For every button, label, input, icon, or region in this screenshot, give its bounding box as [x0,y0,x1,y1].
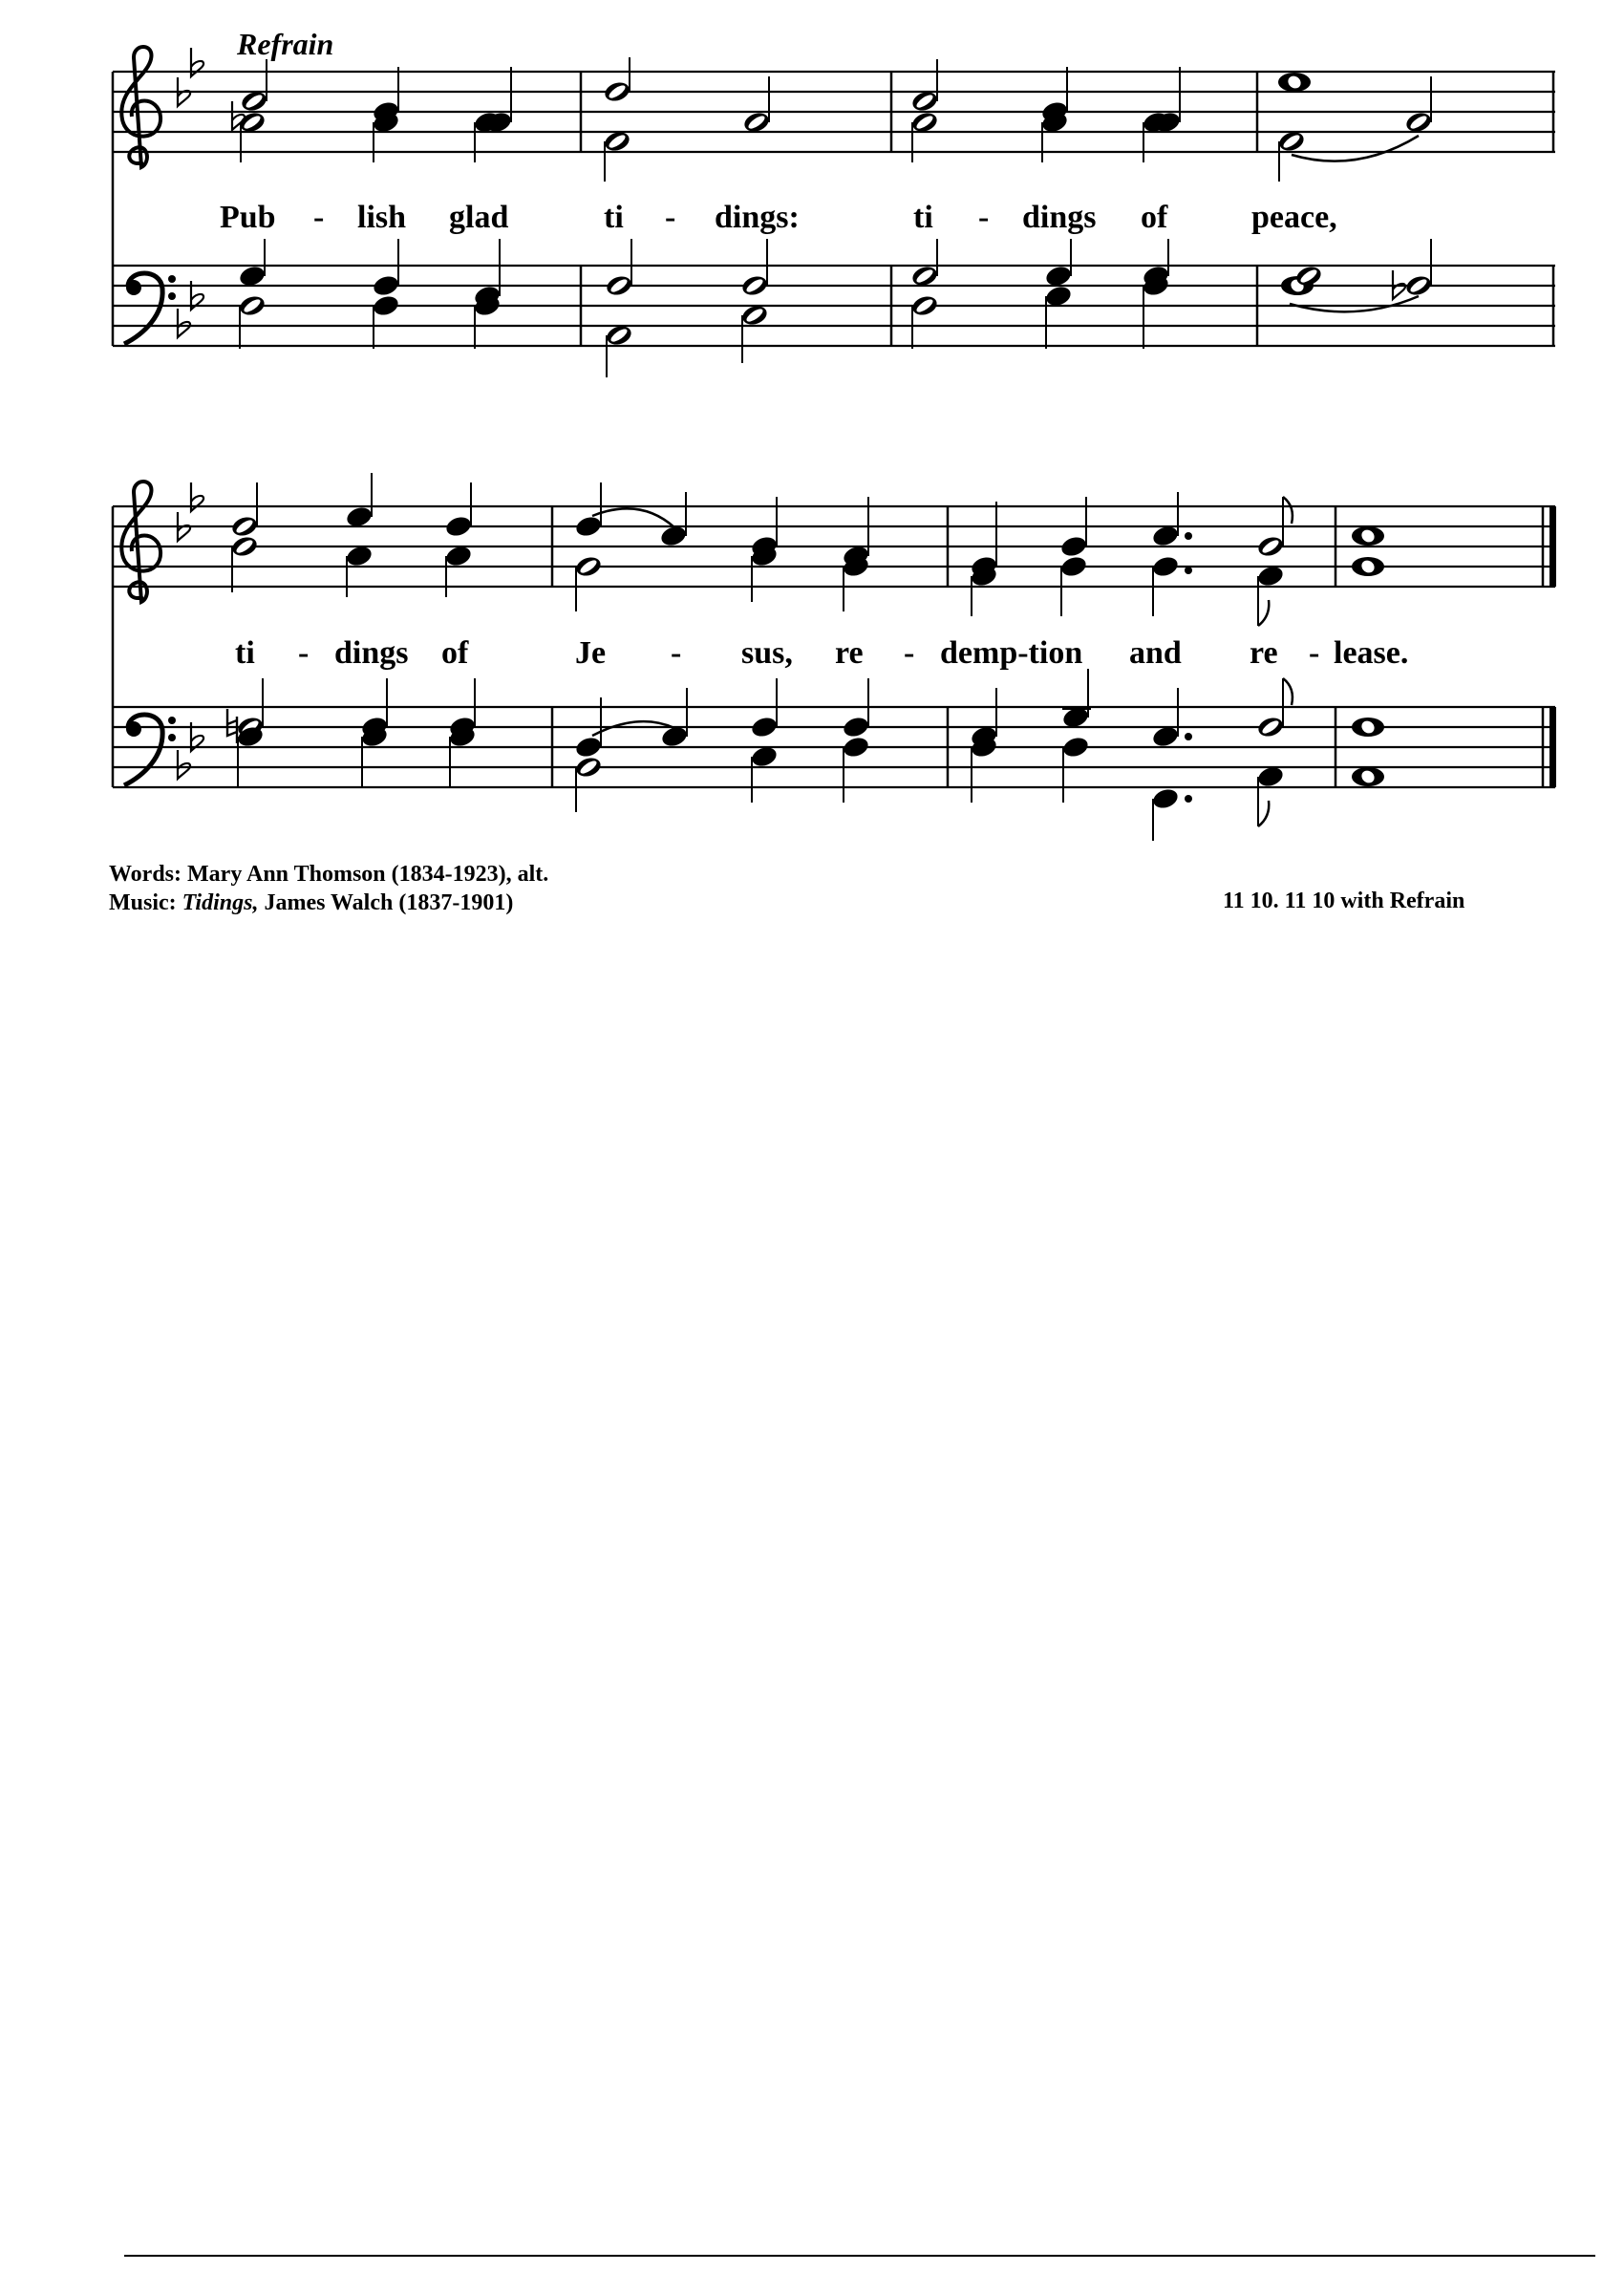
lyric-syllable: of [441,635,469,671]
music-credit [109,889,548,917]
lyric-syllable: ti [913,200,933,235]
lyric-syllable: of [1141,200,1168,235]
bass-notes-s2 [227,669,1384,841]
meter-label: 11 10. 11 10 with Refrain [1223,889,1465,913]
lyric-hyphen: - [1309,635,1320,671]
lyrics-line-2 [235,635,1408,671]
lyric-syllable: re [835,635,864,671]
treble-notes-m2 [603,57,772,182]
system-1 [113,47,1555,377]
lyric-syllable: and [1129,635,1182,671]
lyric-syllable: lish [357,200,407,235]
footer-rule [124,2255,1595,2257]
tune-name: Tidings, [182,890,259,915]
lyric-hyphen: - [298,635,310,671]
lyric-hyphen: - [904,635,915,671]
lyric-syllable: glad [449,200,509,235]
lyrics-line-1 [220,200,1337,235]
treble-clef-icon [121,47,160,167]
treble-staff-1 [113,72,1555,152]
lyric-hyphen: - [313,200,325,235]
lyric-syllable: ti [235,635,255,671]
lyric-syllable: Pub [220,200,276,235]
lyric-syllable: ti [604,200,624,235]
lyric-hyphen: - [978,200,990,235]
lyric-syllable: dings: [715,200,800,235]
treble-notes-m4 [1277,73,1434,182]
bass-notes-m1 [238,239,502,349]
system-2 [113,473,1556,841]
words-label: Words: [109,862,182,887]
bass-clef-icon [124,273,176,344]
words-text: Mary Ann Thomson (1834-1923), alt. [187,862,549,887]
music-text: James Walch (1837-1901) [264,890,514,915]
bass-notes-m3 [910,239,1171,349]
bass-clef-icon-2 [124,715,176,785]
bass-staff-2 [113,707,1555,787]
treble-clef-icon-2 [121,482,160,602]
section-label: Refrain [237,27,334,61]
lyric-syllable: re [1250,635,1278,671]
lyric-hyphen: - [671,635,682,671]
lyric-syllable: dings [334,635,409,671]
treble-staff-2 [113,506,1555,587]
credits-block [109,860,548,917]
lyric-hyphen: - [665,200,676,235]
lyric-syllable: demp-tion [940,635,1083,671]
bass-notes-m2 [605,239,770,377]
lyric-syllable: sus, [741,635,793,671]
lyric-syllable: lease. [1334,635,1409,671]
lyric-syllable: Je [575,635,607,671]
words-credit [109,860,548,889]
music-label: Music: [109,890,177,915]
treble-notes-s2 [230,473,1384,626]
lyric-syllable: peace, [1251,200,1337,235]
lyric-syllable: dings [1022,200,1097,235]
bass-notes-m4 [1281,239,1433,311]
bass-staff-1 [113,266,1555,346]
